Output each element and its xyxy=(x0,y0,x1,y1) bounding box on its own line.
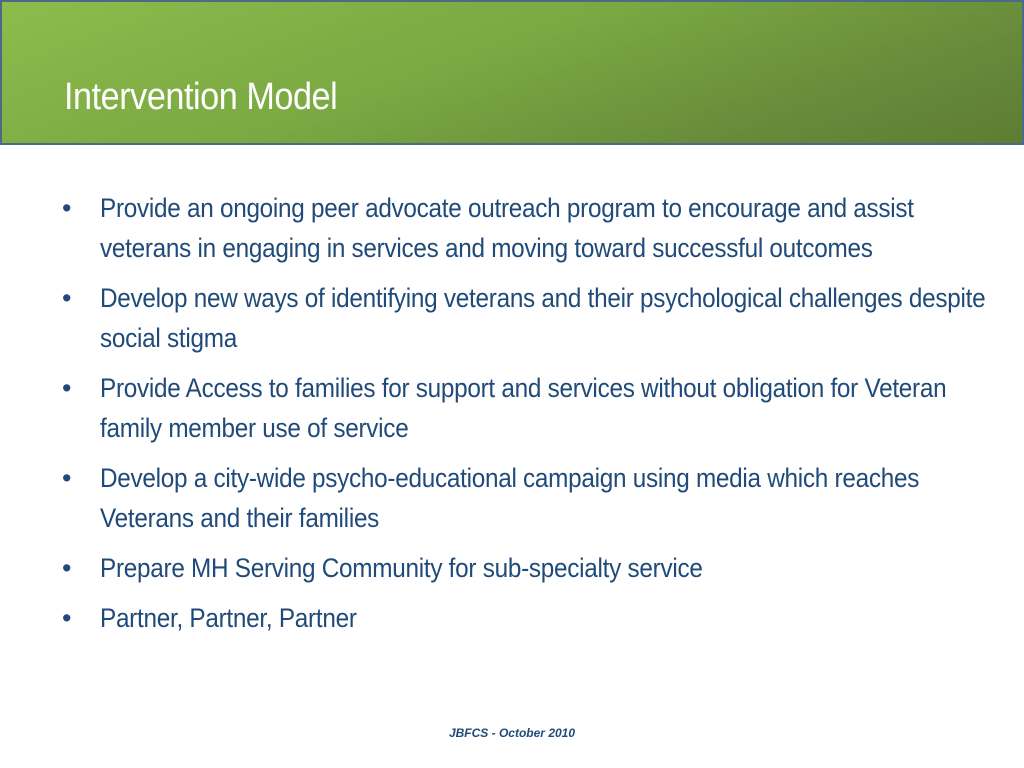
bullet-item xyxy=(62,278,992,358)
slide-title: Intervention Model xyxy=(64,76,338,118)
bullet-icon: • xyxy=(62,373,72,403)
bullet-item xyxy=(62,598,992,638)
bullet-item xyxy=(62,188,992,268)
bullet-item xyxy=(62,458,992,538)
bullet-icon: • xyxy=(62,193,72,223)
bullet-text: Provide an ongoing peer advocate outreach program to encourage and assist veterans in engaging in services and moving toward successful outcomes xyxy=(100,193,914,263)
bullet-text: Prepare MH Serving Community for sub-specialty service xyxy=(100,553,703,583)
footer-text: JBFCS - October 2010 xyxy=(448,726,576,740)
bullet-item xyxy=(62,368,992,448)
bullet-icon: • xyxy=(62,283,72,313)
bullet-text: Partner, Partner, Partner xyxy=(100,603,357,633)
bullet-text: Develop new ways of identifying veterans and their psychological challenges despite social stigma xyxy=(100,283,986,353)
bullet-item xyxy=(62,548,992,588)
bullet-list xyxy=(62,188,992,648)
bullet-text: Develop a city-wide psycho-educational campaign using media which reaches Veterans and their families xyxy=(100,463,920,533)
bullet-icon: • xyxy=(62,463,72,493)
bullet-text: Provide Access to families for support and services without obligation for Veteran family member use of service xyxy=(100,373,947,443)
bullet-icon: • xyxy=(62,553,72,583)
title-bar xyxy=(0,0,1024,145)
bullet-icon: • xyxy=(62,603,72,633)
